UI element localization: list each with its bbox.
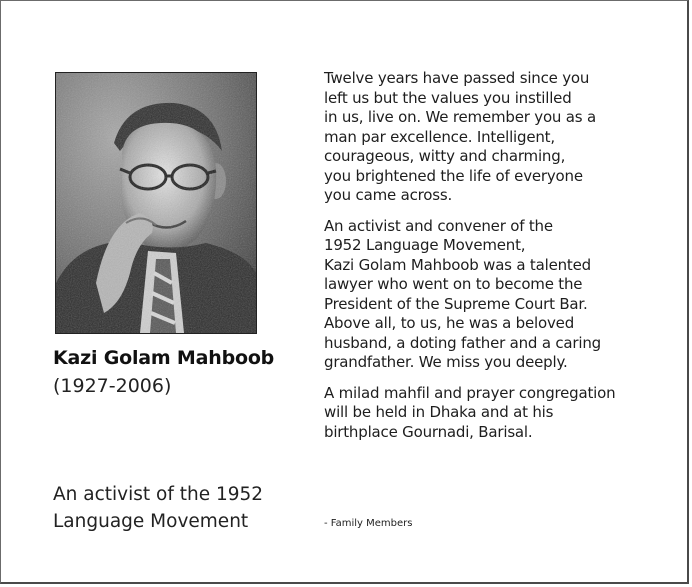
paragraph-announcement [324, 384, 664, 443]
text-line: left us but the values you instilled [324, 88, 572, 107]
text-line: grandfather. We miss you deeply. [324, 353, 568, 371]
tagline [53, 481, 293, 535]
text-line: An activist and convener of the [324, 216, 553, 235]
text-line: lawyer who went on to become the [324, 275, 583, 293]
text-line: man par excellence. Intelligent, [324, 127, 555, 146]
text-line: Twelve years have passed since you [324, 69, 590, 87]
text-line: 1952 Language Movement, [324, 236, 526, 254]
text-line: husband, a doting father and a caring [324, 333, 601, 352]
paragraph-biography [324, 217, 664, 373]
signature: - Family Members [324, 518, 413, 529]
text-line: Kazi Golam Mahboob was a talented [324, 255, 591, 274]
text-line: will be held in Dhaka and at his [324, 403, 554, 421]
text-line: President of the Supreme Court Bar. [324, 294, 588, 313]
text-line: courageous, witty and charming, [324, 147, 566, 165]
text-line: in us, live on. We remember you as a [324, 108, 596, 126]
text-line: Above all, to us, he was a beloved [324, 314, 575, 332]
portrait-photo [55, 72, 257, 334]
text-line: you came across. [324, 186, 453, 204]
tagline-line: An activist of the 1952 [53, 484, 264, 505]
tagline-line: Language Movement [53, 511, 249, 532]
paragraph-tribute [324, 69, 664, 206]
text-line: birthplace Gournadi, Barisal. [324, 422, 533, 441]
person-years: (1927-2006) [53, 375, 172, 397]
tribute-text [324, 69, 664, 453]
text-line: A milad mahfil and prayer congregation [324, 383, 616, 402]
text-line: you brightened the life of everyone [324, 166, 583, 185]
person-name: Kazi Golam Mahboob [53, 347, 275, 369]
portrait-icon [56, 73, 256, 333]
